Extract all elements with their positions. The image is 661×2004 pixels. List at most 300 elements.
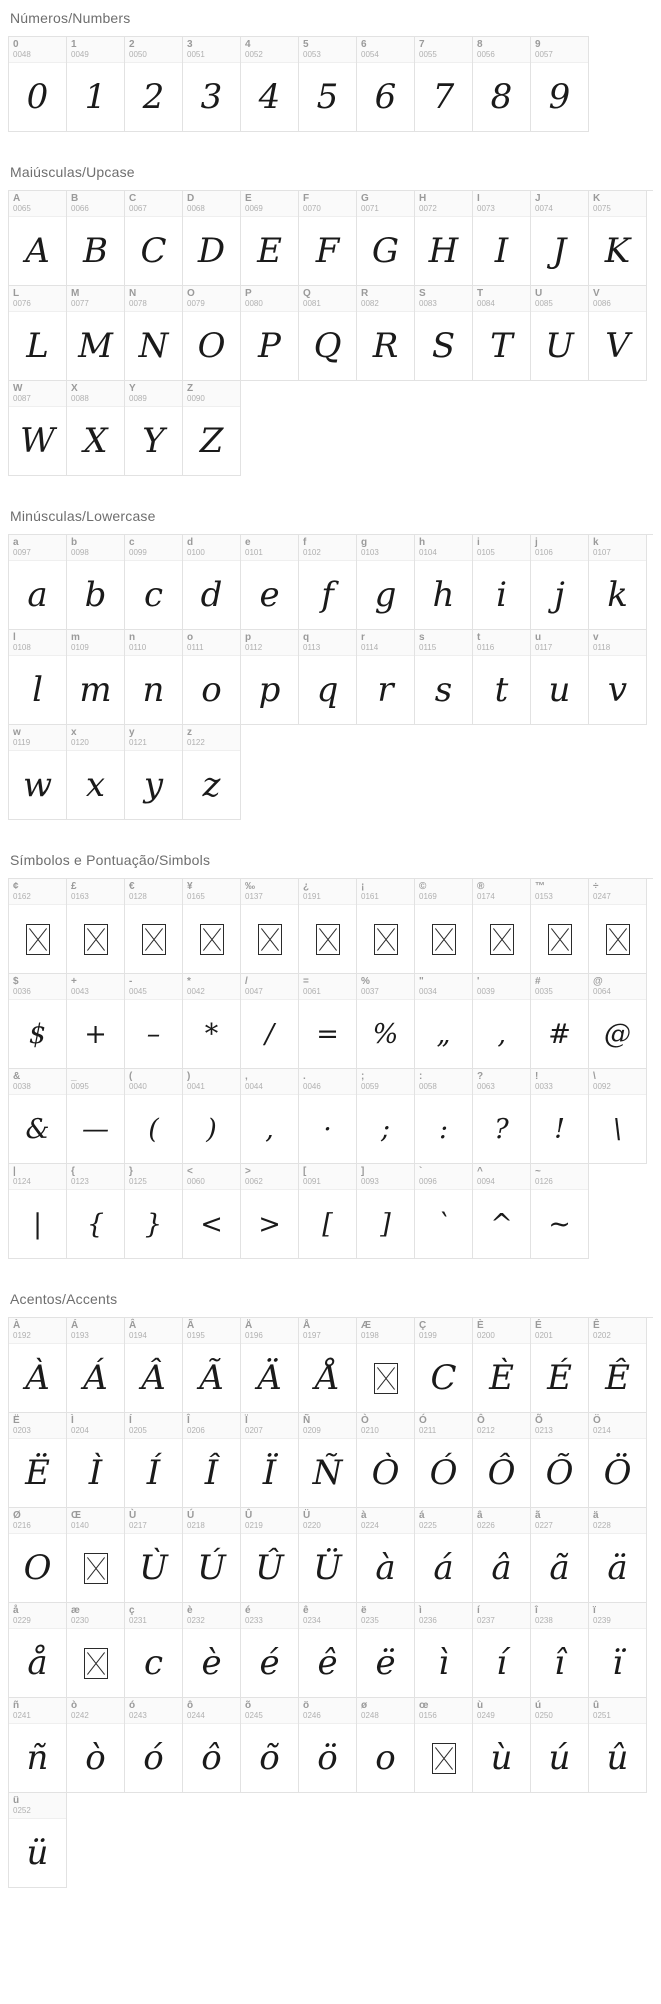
glyph-cell[interactable] [67,630,125,725]
glyph-character-label: 4 [245,39,251,50]
glyph-character-label: Ø [13,1510,21,1521]
glyph-cell[interactable] [357,1164,415,1259]
glyph-cell[interactable] [183,1603,241,1698]
glyph-character-label: ä [593,1510,599,1521]
glyph-character-label: Ö [593,1415,601,1426]
glyph-character-label: Ó [419,1415,427,1426]
glyph-cell[interactable] [125,974,183,1069]
glyph-cell[interactable] [589,1508,647,1603]
glyph-cell[interactable] [125,879,183,974]
glyph-character-label: ï [593,1605,596,1616]
glyph-code-label: 0064 [593,987,611,996]
glyph-preview: + [84,1018,107,1050]
glyph-cell[interactable] [415,1698,473,1793]
glyph-character-label: æ [71,1605,80,1616]
glyph-cell[interactable] [299,1164,357,1259]
glyph-meta [183,535,240,561]
glyph-cell[interactable] [241,879,299,974]
glyph-cell[interactable] [183,1508,241,1603]
glyph-cell[interactable] [241,1698,299,1793]
glyph-character-label: c [129,537,135,548]
glyph-meta [183,630,240,656]
glyph-cell[interactable] [241,535,299,630]
glyph-cell[interactable] [9,1793,67,1888]
glyph-meta [415,37,472,63]
glyph-meta [9,1318,66,1344]
glyph-character-label: Ò [361,1415,369,1426]
glyph-cell[interactable] [67,879,125,974]
glyph-preview: O [197,326,226,366]
glyph-character-label: 5 [303,39,309,50]
glyph-meta [299,1603,356,1629]
glyph-cell[interactable] [183,1164,241,1259]
glyph-cell[interactable] [299,286,357,381]
glyph-cell[interactable] [357,1318,415,1413]
glyph-character-label: E [245,193,252,204]
glyph-cell[interactable] [9,191,67,286]
glyph-meta [9,879,66,905]
glyph-code-label: 0120 [71,738,89,747]
section-title: Números/Numbers [10,10,131,26]
glyph-cell[interactable] [415,1164,473,1259]
glyph-preview: q [316,670,339,710]
glyph-cell[interactable] [67,286,125,381]
glyph-meta [241,879,298,905]
glyph-preview: % [372,1018,399,1050]
glyph-cell[interactable] [473,1318,531,1413]
glyph-code-label: 0038 [13,1082,31,1091]
glyph-meta [241,191,298,217]
glyph-cell[interactable] [357,1603,415,1698]
glyph-cell[interactable] [473,974,531,1069]
glyph-preview: a [27,575,48,615]
glyph-cell[interactable] [415,974,473,1069]
glyph-cell[interactable] [531,879,589,974]
glyph-preview: P [258,326,281,366]
glyph-code-label: 0043 [71,987,89,996]
glyph-cell[interactable] [241,286,299,381]
glyph-cell[interactable] [473,1164,531,1259]
glyph-cell[interactable] [473,1698,531,1793]
glyph-cell[interactable] [125,1413,183,1508]
glyph-preview: Ï [262,1453,277,1493]
glyph-meta [299,1318,356,1344]
glyph-meta [299,191,356,217]
glyph-meta [299,1413,356,1439]
glyph-cell[interactable] [299,879,357,974]
glyph-code-label: 0080 [245,299,263,308]
glyph-cell[interactable] [589,630,647,725]
glyph-cell[interactable] [9,37,67,132]
glyph-cell[interactable] [9,1698,67,1793]
glyph-cell[interactable] [357,879,415,974]
glyph-preview: ã [549,1548,570,1588]
glyph-cell[interactable] [473,879,531,974]
glyph-cell[interactable] [125,37,183,132]
glyph-cell[interactable] [415,535,473,630]
glyph-code-label: 0161 [361,892,379,901]
glyph-cell[interactable] [183,37,241,132]
glyph-cell[interactable] [531,1698,589,1793]
glyph-cell[interactable] [67,381,125,476]
glyph-cell[interactable] [415,630,473,725]
glyph-cell[interactable] [531,1069,589,1164]
glyph-cell[interactable] [357,286,415,381]
glyph-cell[interactable] [67,974,125,1069]
glyph-cell[interactable] [125,535,183,630]
glyph-cell[interactable] [183,1069,241,1164]
glyph-preview: f [321,575,334,615]
glyph-character-label: > [245,1166,251,1177]
glyph-cell[interactable] [125,381,183,476]
glyph-cell[interactable] [589,1413,647,1508]
glyph-section [0,154,661,476]
glyph-character-label: å [13,1605,19,1616]
glyph-character-label: s [419,632,425,643]
glyph-code-label: 0214 [593,1426,611,1435]
glyph-cell[interactable] [473,1413,531,1508]
glyph-preview: D [197,231,226,271]
glyph-cell[interactable] [125,1069,183,1164]
glyph-cell[interactable] [9,1603,67,1698]
glyph-preview: K [604,231,631,271]
glyph-preview: 1 [84,77,107,117]
glyph-code-label: 0165 [187,892,205,901]
glyph-character-label: y [129,727,135,738]
glyph-preview: è [201,1643,222,1683]
glyph-cell[interactable] [125,1508,183,1603]
glyph-meta [67,725,124,751]
glyph-code-label: 0083 [419,299,437,308]
glyph-character-label: £ [71,881,77,892]
glyph-cell[interactable] [67,1413,125,1508]
glyph-section [0,1281,661,1888]
glyph-code-label: 0174 [477,892,495,901]
glyph-cell[interactable] [299,974,357,1069]
glyph-cell[interactable] [241,37,299,132]
glyph-cell[interactable] [589,286,647,381]
glyph-cell[interactable] [531,286,589,381]
glyph-cell[interactable] [183,630,241,725]
glyph-cell[interactable] [183,1318,241,1413]
glyph-cell[interactable] [241,630,299,725]
glyph-grid [8,36,589,132]
glyph-cell[interactable] [531,191,589,286]
glyph-cell[interactable] [473,630,531,725]
glyph-cell[interactable] [415,1603,473,1698]
glyph-cell[interactable] [299,1603,357,1698]
glyph-cell[interactable] [531,1413,589,1508]
glyph-preview: A [25,231,50,271]
glyph-cell[interactable] [299,37,357,132]
glyph-cell[interactable] [357,1413,415,1508]
glyph-meta [531,879,588,905]
glyph-cell[interactable] [299,191,357,286]
glyph-preview: # [548,1018,571,1050]
glyph-meta [9,1508,66,1534]
glyph-character-label: [ [303,1166,307,1177]
glyph-cell[interactable] [589,1069,647,1164]
glyph-cell[interactable] [473,1508,531,1603]
glyph-meta [589,1508,646,1534]
glyph-code-label: 0239 [593,1616,611,1625]
glyph-cell[interactable] [125,286,183,381]
glyph-cell[interactable] [357,1698,415,1793]
glyph-cell[interactable] [357,37,415,132]
glyph-cell[interactable] [241,1603,299,1698]
glyph-meta [531,1603,588,1629]
glyph-preview: W [20,421,55,461]
glyph-cell[interactable] [415,1318,473,1413]
glyph-meta [67,1069,124,1095]
glyph-cell[interactable] [125,630,183,725]
glyph-cell[interactable] [531,1508,589,1603]
glyph-character-label: " [419,976,424,987]
glyph-cell[interactable] [531,630,589,725]
glyph-cell[interactable] [241,1164,299,1259]
glyph-character-label: U [535,288,543,299]
glyph-cell[interactable] [67,1603,125,1698]
glyph-cell[interactable] [9,1508,67,1603]
glyph-code-label: 0140 [71,1521,89,1530]
glyph-cell[interactable] [299,1318,357,1413]
glyph-preview: Z [199,421,224,461]
glyph-character-label: 0 [13,39,19,50]
glyph-meta [531,1318,588,1344]
glyph-cell[interactable] [67,725,125,820]
glyph-preview: È [489,1358,514,1398]
glyph-cell[interactable] [9,1164,67,1259]
glyph-character-label: ò [71,1700,78,1711]
glyph-code-label: 0196 [245,1331,263,1340]
glyph-cell[interactable] [183,879,241,974]
glyph-cell[interactable] [9,1069,67,1164]
glyph-preview: g [374,575,397,615]
glyph-code-label: 0073 [477,204,495,213]
glyph-cell[interactable] [589,535,647,630]
glyph-cell[interactable] [183,286,241,381]
glyph-character-label: f [303,537,307,548]
glyph-cell[interactable] [299,535,357,630]
missing-glyph-icon [374,1363,398,1394]
glyph-code-label: 0126 [535,1177,553,1186]
glyph-code-label: 0084 [477,299,495,308]
glyph-cell[interactable] [9,535,67,630]
glyph-meta [9,191,66,217]
glyph-cell[interactable] [9,630,67,725]
glyph-cell[interactable] [183,1698,241,1793]
glyph-character-label: ¡ [361,881,365,892]
glyph-cell[interactable] [415,879,473,974]
glyph-cell[interactable] [473,37,531,132]
glyph-cell[interactable] [357,630,415,725]
glyph-code-label: 0048 [13,50,31,59]
glyph-code-label: 0041 [187,1082,205,1091]
glyph-character-label: ) [187,1071,191,1082]
glyph-cell[interactable] [589,1603,647,1698]
glyph-meta [473,630,530,656]
glyph-character-label: à [361,1510,367,1521]
glyph-code-label: 0071 [361,204,379,213]
glyph-cell[interactable] [415,286,473,381]
glyph-code-label: 0228 [593,1521,611,1530]
glyph-code-label: 0098 [71,548,89,557]
glyph-cell[interactable] [241,974,299,1069]
glyph-cell[interactable] [357,1508,415,1603]
glyph-preview: V [605,326,630,366]
glyph-cell[interactable] [67,1318,125,1413]
glyph-preview: · [323,1113,332,1145]
glyph-meta [415,974,472,1000]
glyph-meta [67,381,124,407]
glyph-cell[interactable] [589,191,647,286]
glyph-cell[interactable] [531,1164,589,1259]
glyph-cell[interactable] [473,1069,531,1164]
glyph-cell[interactable] [9,974,67,1069]
glyph-character-label: Í [129,1415,132,1426]
glyph-cell[interactable] [531,37,589,132]
glyph-cell[interactable] [241,1318,299,1413]
glyph-cell[interactable] [125,1164,183,1259]
glyph-preview: Ù [139,1548,168,1588]
glyph-cell[interactable] [415,1508,473,1603]
glyph-cell[interactable] [299,630,357,725]
glyph-cell[interactable] [531,1603,589,1698]
glyph-code-label: 0153 [535,892,553,901]
glyph-character-label: Q [303,288,311,299]
glyph-cell[interactable] [299,1069,357,1164]
glyph-cell[interactable] [473,286,531,381]
glyph-meta [531,535,588,561]
glyph-cell[interactable] [183,725,241,820]
glyph-cell[interactable] [67,535,125,630]
glyph-code-label: 0211 [419,1426,437,1435]
glyph-cell[interactable] [9,381,67,476]
glyph-code-label: 0049 [71,50,89,59]
glyph-cell[interactable] [299,1413,357,1508]
glyph-code-label: 0242 [71,1711,89,1720]
glyph-code-label: 0065 [13,204,31,213]
glyph-meta [67,1698,124,1724]
glyph-cell[interactable] [241,1069,299,1164]
glyph-cell[interactable] [415,1069,473,1164]
glyph-cell[interactable] [183,974,241,1069]
glyph-code-label: 0075 [593,204,611,213]
glyph-cell[interactable] [9,286,67,381]
glyph-cell[interactable] [473,1603,531,1698]
glyph-cell[interactable] [241,1413,299,1508]
glyph-cell[interactable] [125,191,183,286]
glyph-cell[interactable] [67,1164,125,1259]
glyph-cell[interactable] [183,191,241,286]
glyph-cell[interactable] [67,1069,125,1164]
glyph-cell[interactable] [531,1318,589,1413]
missing-glyph-icon [84,1648,108,1679]
glyph-cell[interactable] [473,535,531,630]
glyph-cell[interactable] [357,1069,415,1164]
glyph-code-label: 0087 [13,394,31,403]
glyph-cell[interactable] [531,974,589,1069]
glyph-cell[interactable] [299,1508,357,1603]
missing-glyph-icon [374,924,398,955]
glyph-cell[interactable] [589,974,647,1069]
glyph-meta [67,1164,124,1190]
glyph-cell[interactable] [125,1698,183,1793]
glyph-cell[interactable] [589,879,647,974]
glyph-cell[interactable] [589,1698,647,1793]
glyph-cell[interactable] [183,535,241,630]
glyph-meta [589,1318,646,1344]
glyph-cell[interactable] [67,1508,125,1603]
glyph-cell[interactable] [357,974,415,1069]
glyph-meta [589,630,646,656]
glyph-cell[interactable] [67,191,125,286]
glyph-meta [357,1413,414,1439]
glyph-cell[interactable] [9,879,67,974]
glyph-preview [67,1534,124,1602]
glyph-character-label: $ [13,976,19,987]
glyph-cell[interactable] [183,381,241,476]
glyph-meta [589,1603,646,1629]
glyph-preview: 4 [258,77,281,117]
glyph-meta [241,1603,298,1629]
glyph-cell[interactable] [589,1318,647,1413]
glyph-meta [241,37,298,63]
glyph-cell[interactable] [125,725,183,820]
glyph-meta [241,535,298,561]
glyph-code-label: 0207 [245,1426,263,1435]
glyph-meta [299,1698,356,1724]
glyph-preview [299,905,356,973]
glyph-character-label: ? [477,1071,484,1082]
glyph-code-label: 0237 [477,1616,495,1625]
glyph-character-label: & [13,1071,21,1082]
glyph-preview: / [264,1018,275,1050]
glyph-cell[interactable] [125,1318,183,1413]
glyph-cell[interactable] [415,1413,473,1508]
glyph-cell[interactable] [125,1603,183,1698]
glyph-section [0,842,661,1259]
glyph-character-label: . [303,1071,306,1082]
glyph-cell[interactable] [357,535,415,630]
glyph-character-label: J [535,193,541,204]
glyph-preview: E [257,231,282,271]
glyph-preview: Ü [313,1548,342,1588]
glyph-cell[interactable] [241,191,299,286]
glyph-cell[interactable] [299,1698,357,1793]
glyph-cell[interactable] [531,535,589,630]
glyph-code-label: 0104 [419,548,437,557]
glyph-code-label: 0099 [129,548,147,557]
glyph-preview: o [201,670,222,710]
glyph-character-label: Ú [187,1510,195,1521]
glyph-meta [67,630,124,656]
glyph-cell[interactable] [415,37,473,132]
glyph-cell[interactable] [9,1318,67,1413]
glyph-code-label: 0117 [535,643,553,652]
glyph-cell[interactable] [473,191,531,286]
glyph-cell[interactable] [9,725,67,820]
glyph-cell[interactable] [9,1413,67,1508]
glyph-cell[interactable] [415,191,473,286]
glyph-cell[interactable] [67,37,125,132]
glyph-cell[interactable] [183,1413,241,1508]
glyph-code-label: 0057 [535,50,553,59]
glyph-cell[interactable] [67,1698,125,1793]
glyph-cell[interactable] [241,1508,299,1603]
glyph-cell[interactable] [357,191,415,286]
glyph-meta [589,535,646,561]
